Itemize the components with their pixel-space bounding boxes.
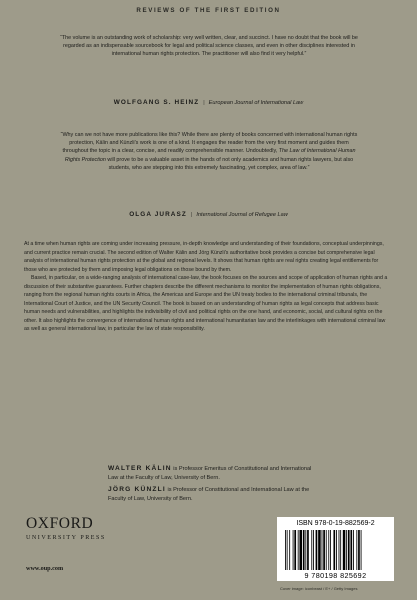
reviews-heading: REVIEWS OF THE FIRST EDITION	[136, 7, 281, 14]
review-quote-2: “Why can we not have more publications like this? While there are plenty of books concerned with international human rights protection, Kälin and Künzli's work is one of a kind. It engages the reader from the very first moment and guides them throughout the topic in a clear, concise, and readily comprehensible manner. Undoubtedly, The Law of International Human Rights Protection will prove to be a valuable asset in the hands of not only academics and human rights lawyers, but also students, who are stepping into this extremely fascinating, yet complex, area of law.”	[60, 132, 358, 171]
author-bio-text-2: is Professor of Constitutional and International Law at the Faculty of Law, University of Bern.	[108, 487, 310, 503]
attribution-divider: |	[190, 212, 193, 218]
publisher-url[interactable]: www.oup.com	[26, 565, 64, 572]
review-source-2: International Journal of Refugee Law	[196, 212, 288, 218]
publisher-subtitle: UNIVERSITY PRESS	[26, 534, 106, 541]
publisher-logo	[26, 516, 106, 541]
description-paragraph-2: Based, in particular, on a wide-ranging analysis of international case-law, the book focuses on the sources and scope of application of human rights and a discussion of their substantive guarantees. Further chapters describe the different mechanisms to monitor the implementation of human rights obligations, ranging from the regional human rights courts in Africa, the Americas and Europe and the UN treaty bodies to the international criminal tribunals, the International Court of Justice, and the UN Security Council. The book is based on an understanding of human rights as legal concepts that address basic human needs and vulnerabilities, and highlights the indivisibility of civil and political rights on the one hand, and economic, social, and cultural rights on the other. It also highlights the convergence of international human rights and international humanitarian law and the interlinkages with international criminal law as well as general international law, in particular the law of state responsibility.	[24, 275, 388, 332]
cover-image-credit: Cover image: iconbeast / E+ / Getty Images	[280, 586, 358, 591]
publisher-name: OXFORD	[26, 515, 94, 532]
attribution-divider: |	[203, 100, 205, 106]
author-bio-1	[108, 464, 318, 483]
book-title-italic: The Law of International Human Rights Protection	[64, 148, 356, 163]
author-bio-2	[108, 485, 318, 504]
review-attribution-1	[0, 99, 417, 106]
author-name-1: WALTER KÄLIN	[108, 465, 172, 472]
review-quote-1: “The volume is an outstanding work of scholarship: very well written, clear, and succinct. I have no doubt that the book will be regarded as an indispensable sourcebook for legal and political science classes, and even in other disciplines interested in international human rights protection. The practitioner will also find it very helpful.”	[60, 35, 358, 58]
author-name-2: JÖRG KÜNZLI	[108, 486, 166, 493]
reviewer-name-2: OLGA JURASZ	[129, 211, 187, 218]
description-paragraph-1: At a time when human rights are coming under increasing pressure, in-depth knowledge and understanding of their foundations, conceptual underpinnings, and current practice remain crucial. The second edition of Walter Kälin and Jörg Künzli's authoritative book provides a concise but comprehensive legal analysis of international human rights protection at the global and regional levels. It shows that human rights are real rights creating legal entitlements for those who are protected by them and imposing legal obligations on those bound by them.	[24, 241, 384, 273]
barcode-number: 9 780198 825692	[304, 571, 367, 580]
barcode-icon	[285, 530, 386, 570]
barcode-panel	[277, 517, 394, 581]
isbn-label: ISBN 978-0-19-882569-2	[296, 520, 375, 527]
author-bio-text-1: is Professor Emeritus of Constitutional and International Law at the Faculty of Law, University of Bern.	[108, 466, 312, 482]
book-description	[24, 240, 392, 334]
review-source-1: European Journal of International Law	[208, 100, 304, 106]
review-attribution-2	[0, 211, 417, 218]
reviewer-name-1: WOLFGANG S. HEINZ	[113, 99, 200, 106]
